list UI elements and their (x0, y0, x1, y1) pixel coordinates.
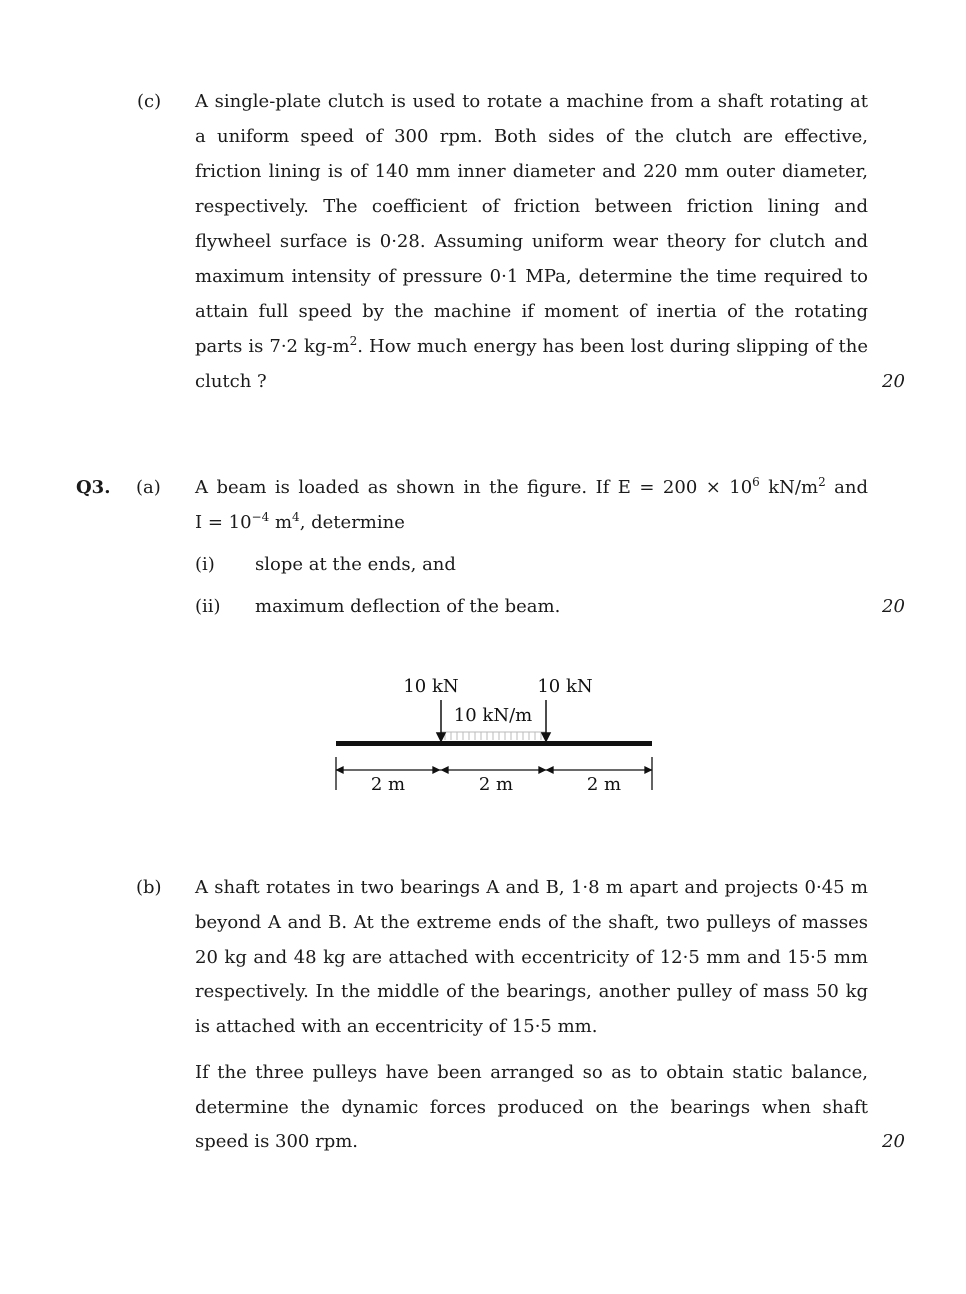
text-line: respectively. The coefficient of friction between friction lining and (195, 196, 868, 217)
text-line: clutch ? (195, 371, 267, 392)
udl-label: 10 kN/m (453, 705, 533, 726)
text-line: beyond A and B. At the extreme ends of the shaft, two pulleys of masses (195, 911, 868, 933)
text-line: determine the dynamic forces produced on the bearings when shaft (195, 1096, 868, 1118)
span-1-label: 2 m (370, 774, 406, 795)
text-line: A single-plate clutch is used to rotate a machine from a shaft rotating at (195, 91, 868, 112)
text-line: flywheel surface is 0·28. Assuming uniform wear theory for clutch and (195, 231, 868, 252)
subpart-i-label: (i) (195, 554, 215, 575)
span-2-label: 2 m (478, 774, 514, 795)
text-line: A shaft rotates in two bearings A and B, 1·8 m apart and projects 0·45 m (195, 877, 868, 898)
text-line: $I = 10^{-4}$ $m^4$, determine (195, 509, 405, 533)
text-line: A beam is loaded as shown in the figure. If $E = 200 \times 10^6$ $kN/m^2$ and (195, 475, 868, 498)
text-line: friction lining is of 140 mm inner diameter and 220 mm outer diameter, (195, 161, 868, 182)
load-right-label: 10 kN (537, 676, 593, 697)
text-line: respectively. In the middle of the bearings, another pulley of mass 50 kg (195, 981, 868, 1003)
part-a-marks: 20 (882, 596, 905, 617)
text-line: a uniform speed of 300 rpm. Both sides of the clutch are effective, (195, 126, 868, 147)
part-c-label: (c) (137, 91, 162, 112)
part-b-label: (b) (136, 877, 162, 898)
question-number: Q3. (76, 477, 111, 498)
text-line: is attached with an eccentricity of 15·5 mm. (195, 1016, 598, 1038)
text-line: speed is 300 rpm. (195, 1131, 359, 1152)
span-3-label: 2 m (586, 774, 622, 795)
subpart-ii-label: (ii) (195, 596, 221, 617)
subpart-ii-text: maximum deflection of the beam. (255, 596, 561, 617)
load-left-label: 10 kN (403, 676, 459, 697)
subpart-i-text: slope at the ends, and (255, 554, 456, 575)
text-line: parts is 7·2 $kg-m^2$. How much energy has been lost during slipping of the (195, 334, 868, 357)
load-arrow-left (437, 700, 445, 741)
text-line: maximum intensity of pressure 0·1 MPa, determine the time required to (195, 266, 868, 287)
load-arrow-right (542, 700, 550, 741)
text-line: 20 kg and 48 kg are attached with eccentricity of 12·5 mm and 15·5 mm (195, 946, 868, 968)
part-b-marks: 20 (882, 1131, 905, 1152)
part-a-label: (a) (136, 477, 161, 498)
beam (336, 741, 652, 746)
text-line: If the three pulleys have been arranged so as to obtain static balance, (195, 1062, 868, 1083)
part-c-marks: 20 (882, 371, 905, 392)
text-line: attain full speed by the machine if moment of inertia of the rotating (195, 301, 868, 322)
udl-hatching (441, 732, 546, 740)
